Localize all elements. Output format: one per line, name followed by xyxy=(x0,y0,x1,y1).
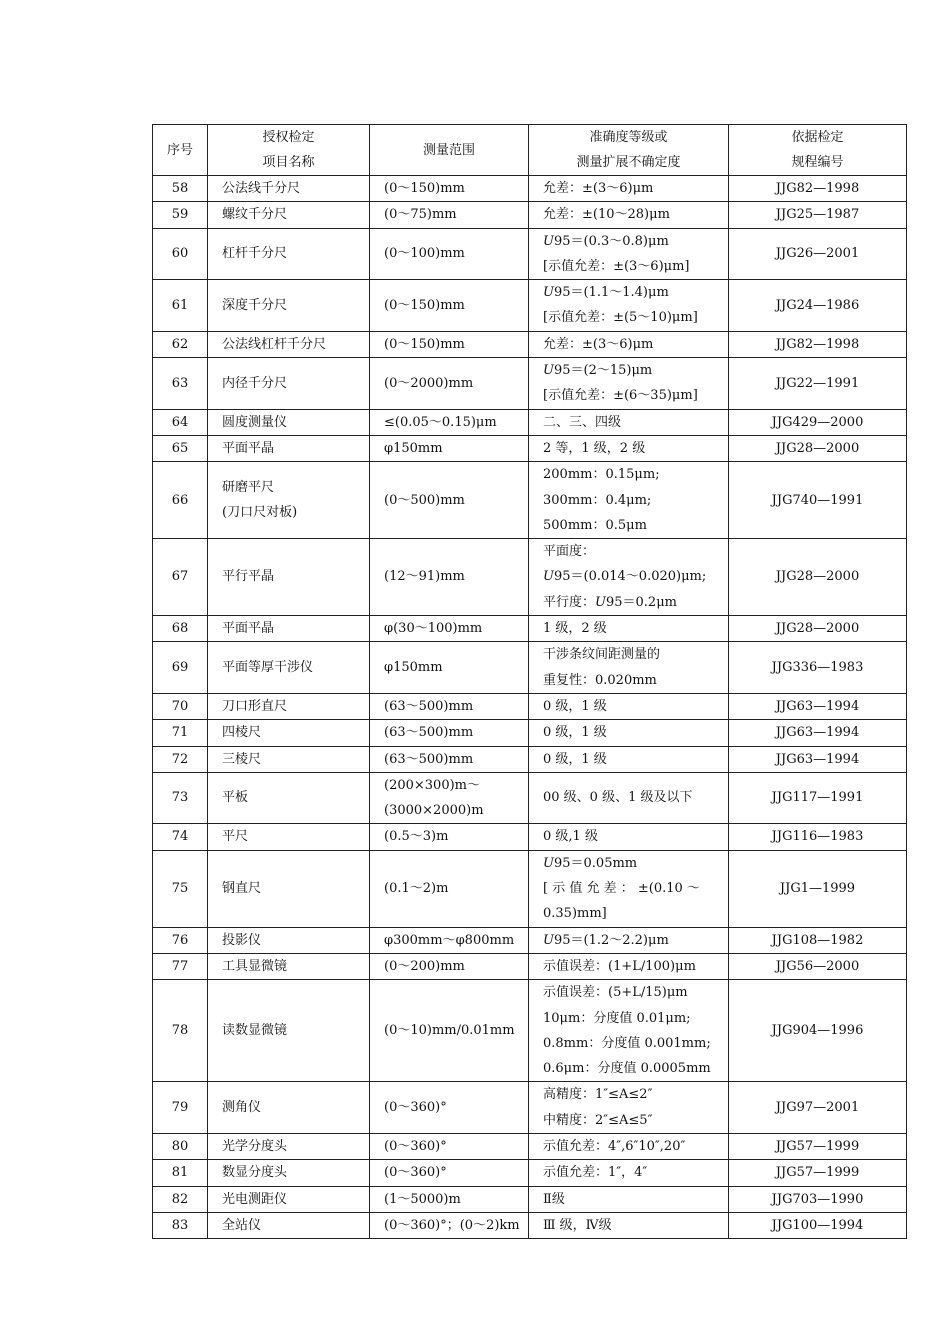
cell-standard: JJG24—1986 xyxy=(729,280,907,332)
cell-accuracy: 0 级，1 级 xyxy=(529,720,729,746)
header-range: 测量范围 xyxy=(370,125,529,176)
cell-item-name: 平面平晶 xyxy=(208,435,370,461)
cell-range: φ150mm xyxy=(370,642,529,694)
header-standard: 依据检定 规程编号 xyxy=(729,125,907,176)
cell-standard: JJG26—2001 xyxy=(729,228,907,280)
header-row xyxy=(153,125,907,176)
cell-standard: JJG82—1998 xyxy=(729,331,907,357)
cell-range: (0.1～2)m xyxy=(370,850,529,927)
cell-range: (0～360)°；(0～2)km xyxy=(370,1212,529,1238)
cell-accuracy: 二、三、四级 xyxy=(529,409,729,435)
cell-standard: JJG63—1994 xyxy=(729,720,907,746)
cell-standard: JJG1—1999 xyxy=(729,850,907,927)
cell-item-name: 平尺 xyxy=(208,824,370,850)
cell-item-name: 螺纹千分尺 xyxy=(208,202,370,228)
cell-accuracy: U95＝(1.1～1.4)μm [示值允差：±(5～10)μm] xyxy=(529,280,729,332)
cell-seq: 62 xyxy=(153,331,208,357)
cell-item-name: 光电测距仪 xyxy=(208,1186,370,1212)
table-row xyxy=(153,850,907,927)
cell-item-name: 公法线千分尺 xyxy=(208,176,370,202)
table-row xyxy=(153,953,907,979)
cell-range: (63～500)mm xyxy=(370,720,529,746)
cell-seq: 71 xyxy=(153,720,208,746)
cell-seq: 64 xyxy=(153,409,208,435)
cell-item-name: 平面等厚干涉仪 xyxy=(208,642,370,694)
cell-seq: 75 xyxy=(153,850,208,927)
cell-seq: 58 xyxy=(153,176,208,202)
cell-standard: JJG429—2000 xyxy=(729,409,907,435)
cell-seq: 72 xyxy=(153,746,208,772)
cell-standard: JJG117—1991 xyxy=(729,772,907,824)
table-row xyxy=(153,331,907,357)
cell-item-name: 平板 xyxy=(208,772,370,824)
cell-accuracy: 示值误差：(1+L/100)μm xyxy=(529,953,729,979)
cell-range: (0～100)mm xyxy=(370,228,529,280)
cell-seq: 80 xyxy=(153,1133,208,1159)
cell-accuracy: 0 级，1 级 xyxy=(529,693,729,719)
cell-seq: 69 xyxy=(153,642,208,694)
cell-accuracy: 允差：±(3～6)μm xyxy=(529,331,729,357)
cell-standard: JJG336—1983 xyxy=(729,642,907,694)
table-row xyxy=(153,1212,907,1238)
cell-accuracy: 干涉条纹间距测量的 重复性：0.020mm xyxy=(529,642,729,694)
cell-standard: JJG100—1994 xyxy=(729,1212,907,1238)
cell-range: (63～500)mm xyxy=(370,693,529,719)
cell-standard: JJG63—1994 xyxy=(729,746,907,772)
cell-range: φ300mm～φ800mm xyxy=(370,927,529,953)
cell-accuracy: 平面度： U95＝(0.014～0.020)μm; 平行度：U95＝0.2μm xyxy=(529,539,729,616)
cell-seq: 82 xyxy=(153,1186,208,1212)
table-row xyxy=(153,280,907,332)
cell-seq: 68 xyxy=(153,616,208,642)
table-row xyxy=(153,616,907,642)
cell-seq: 66 xyxy=(153,462,208,539)
cell-range: (200×300)m～ (3000×2000)m xyxy=(370,772,529,824)
cell-standard: JJG25—1987 xyxy=(729,202,907,228)
cell-seq: 76 xyxy=(153,927,208,953)
cell-item-name: 读数显微镜 xyxy=(208,980,370,1082)
cell-accuracy: Ⅱ级 xyxy=(529,1186,729,1212)
cell-standard: JJG57—1999 xyxy=(729,1133,907,1159)
cell-item-name: 圆度测量仪 xyxy=(208,409,370,435)
cell-seq: 81 xyxy=(153,1160,208,1186)
table-row xyxy=(153,746,907,772)
cell-item-name: 杠杆千分尺 xyxy=(208,228,370,280)
cell-seq: 79 xyxy=(153,1082,208,1134)
table-row xyxy=(153,642,907,694)
cell-standard: JJG56—2000 xyxy=(729,953,907,979)
cell-range: (12～91)mm xyxy=(370,539,529,616)
cell-range: (63～500)mm xyxy=(370,746,529,772)
table-row xyxy=(153,358,907,410)
cell-seq: 59 xyxy=(153,202,208,228)
cell-seq: 74 xyxy=(153,824,208,850)
cell-seq: 67 xyxy=(153,539,208,616)
table-row xyxy=(153,980,907,1082)
cell-range: (1～5000)m xyxy=(370,1186,529,1212)
cell-seq: 73 xyxy=(153,772,208,824)
table-row xyxy=(153,228,907,280)
cell-standard: JJG740—1991 xyxy=(729,462,907,539)
cell-accuracy: U95＝(1.2～2.2)μm xyxy=(529,927,729,953)
cell-standard: JJG28—2000 xyxy=(729,435,907,461)
cell-item-name: 研磨平尺 (刀口尺对板) xyxy=(208,462,370,539)
cell-range: ≤(0.05～0.15)μm xyxy=(370,409,529,435)
cell-seq: 77 xyxy=(153,953,208,979)
cell-item-name: 公法线杠杆千分尺 xyxy=(208,331,370,357)
cell-accuracy: Ⅲ 级，Ⅳ级 xyxy=(529,1212,729,1238)
cell-item-name: 平行平晶 xyxy=(208,539,370,616)
cell-accuracy: 允差：±(10～28)μm xyxy=(529,202,729,228)
cell-range: (0～2000)mm xyxy=(370,358,529,410)
cell-seq: 83 xyxy=(153,1212,208,1238)
table-body xyxy=(153,176,907,1239)
cell-range: (0～10)mm/0.01mm xyxy=(370,980,529,1082)
cell-item-name: 光学分度头 xyxy=(208,1133,370,1159)
cell-range: (0～360)° xyxy=(370,1160,529,1186)
cell-accuracy: 示值允差：4″,6″10″,20″ xyxy=(529,1133,729,1159)
table-row xyxy=(153,824,907,850)
cell-item-name: 三棱尺 xyxy=(208,746,370,772)
cell-range: φ(30～100)mm xyxy=(370,616,529,642)
cell-seq: 63 xyxy=(153,358,208,410)
cell-item-name: 数显分度头 xyxy=(208,1160,370,1186)
cell-standard: JJG82—1998 xyxy=(729,176,907,202)
cell-range: (0～75)mm xyxy=(370,202,529,228)
cell-standard: JJG97—2001 xyxy=(729,1082,907,1134)
cell-accuracy: U95＝(2～15)μm [示值允差：±(6～35)μm] xyxy=(529,358,729,410)
cell-accuracy: 200mm：0.15μm; 300mm：0.4μm; 500mm：0.5μm xyxy=(529,462,729,539)
cell-item-name: 测角仪 xyxy=(208,1082,370,1134)
cell-seq: 70 xyxy=(153,693,208,719)
table-row xyxy=(153,772,907,824)
table-row xyxy=(153,693,907,719)
table-row xyxy=(153,1133,907,1159)
table-row xyxy=(153,435,907,461)
cell-seq: 61 xyxy=(153,280,208,332)
table-row xyxy=(153,462,907,539)
cell-range: (0～150)mm xyxy=(370,280,529,332)
cell-standard: JJG703—1990 xyxy=(729,1186,907,1212)
cell-accuracy: 示值允差：1″，4″ xyxy=(529,1160,729,1186)
cell-accuracy: 0 级,1 级 xyxy=(529,824,729,850)
cell-accuracy: U95＝0.05mm [ 示 值 允 差 ： ±(0.10 ～ 0.35)mm] xyxy=(529,850,729,927)
cell-seq: 60 xyxy=(153,228,208,280)
cell-item-name: 投影仪 xyxy=(208,927,370,953)
table-row xyxy=(153,409,907,435)
cell-accuracy: 2 等，1 级，2 级 xyxy=(529,435,729,461)
cell-standard: JJG28—2000 xyxy=(729,616,907,642)
cell-item-name: 内径千分尺 xyxy=(208,358,370,410)
cell-accuracy: 00 级、0 级、1 级及以下 xyxy=(529,772,729,824)
cell-standard: JJG22—1991 xyxy=(729,358,907,410)
cell-range: (0～200)mm xyxy=(370,953,529,979)
table-row xyxy=(153,1082,907,1134)
cell-range: (0～500)mm xyxy=(370,462,529,539)
cell-item-name: 全站仪 xyxy=(208,1212,370,1238)
cell-accuracy: U95＝(0.3～0.8)μm [示值允差：±(3～6)μm] xyxy=(529,228,729,280)
cell-item-name: 钢直尺 xyxy=(208,850,370,927)
calibration-table xyxy=(152,124,907,1239)
cell-range: φ150mm xyxy=(370,435,529,461)
table-row xyxy=(153,176,907,202)
cell-accuracy: 示值误差：(5+L/15)μm 10μm：分度值 0.01μm; 0.8mm：分度值 0.001mm; 0.6μm：分度值 0.0005mm xyxy=(529,980,729,1082)
header-item-name: 授权检定 项目名称 xyxy=(208,125,370,176)
header-seq: 序号 xyxy=(153,125,208,176)
table-row xyxy=(153,1186,907,1212)
cell-item-name: 深度千分尺 xyxy=(208,280,370,332)
cell-item-name: 平面平晶 xyxy=(208,616,370,642)
cell-accuracy: 1 级，2 级 xyxy=(529,616,729,642)
cell-range: (0～150)mm xyxy=(370,176,529,202)
cell-standard: JJG904—1996 xyxy=(729,980,907,1082)
cell-accuracy: 允差：±(3～6)μm xyxy=(529,176,729,202)
cell-seq: 78 xyxy=(153,980,208,1082)
cell-range: (0～360)° xyxy=(370,1082,529,1134)
table-row xyxy=(153,1160,907,1186)
table-row xyxy=(153,720,907,746)
cell-accuracy: 高精度：1″≤A≤2″ 中精度：2″≤A≤5″ xyxy=(529,1082,729,1134)
cell-item-name: 四棱尺 xyxy=(208,720,370,746)
table-row xyxy=(153,539,907,616)
cell-range: (0～150)mm xyxy=(370,331,529,357)
cell-item-name: 工具显微镜 xyxy=(208,953,370,979)
cell-standard: JJG63—1994 xyxy=(729,693,907,719)
table-row xyxy=(153,202,907,228)
cell-seq: 65 xyxy=(153,435,208,461)
cell-standard: JJG57—1999 xyxy=(729,1160,907,1186)
cell-standard: JJG116—1983 xyxy=(729,824,907,850)
cell-item-name: 刀口形直尺 xyxy=(208,693,370,719)
cell-range: (0～360)° xyxy=(370,1133,529,1159)
cell-accuracy: 0 级，1 级 xyxy=(529,746,729,772)
table-row xyxy=(153,927,907,953)
cell-standard: JJG28—2000 xyxy=(729,539,907,616)
cell-standard: JJG108—1982 xyxy=(729,927,907,953)
cell-range: (0.5～3)m xyxy=(370,824,529,850)
header-accuracy: 准确度等级或 测量扩展不确定度 xyxy=(529,125,729,176)
